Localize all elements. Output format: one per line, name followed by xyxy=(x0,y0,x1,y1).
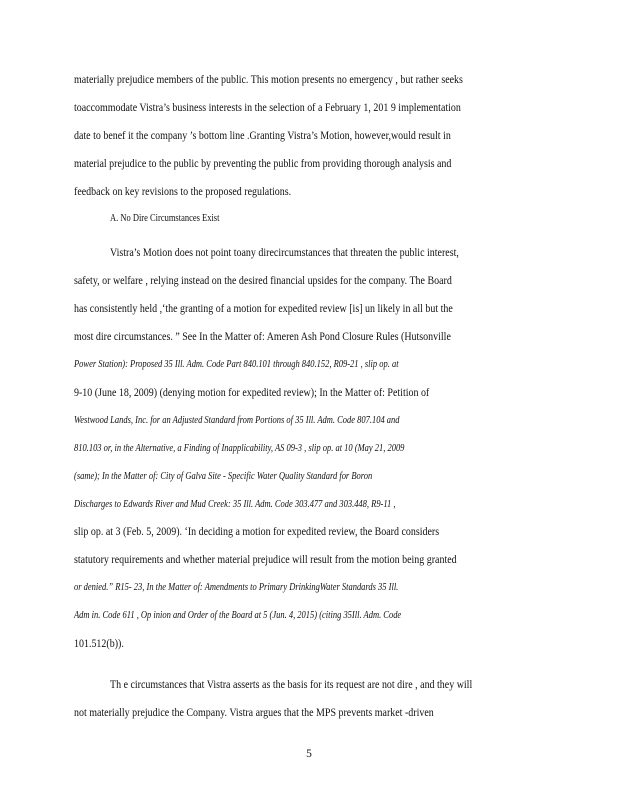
body-line: Th e circumstances that Vistra asserts as the basis for its request are not dire , and they will xyxy=(110,678,473,691)
body-line: not materially prejudice the Company. Vistra argues that the MPS prevents market -driven xyxy=(74,706,434,719)
body-line: has consistently held ,‘the granting of a motion for expedited review [is] un likely in all but the xyxy=(74,302,453,315)
body-line: safety, or welfare , relying instead on the desired financial upsides for the company. The Board xyxy=(74,274,452,287)
body-line: materially prejudice members of the public. This motion presents no emergency , but rather seeks xyxy=(74,73,463,86)
body-line: statutory requirements and whether material prejudice will result from the motion being granted xyxy=(74,553,457,566)
citation-line: Adm in. Code 611 , Op inion and Order of the Board at 5 (Jun. 4, 2015) (citing 35Ill. Adm. Code xyxy=(74,610,402,621)
page-number: 5 xyxy=(306,748,312,760)
body-line: toaccommodate Vistra’s business interests in the selection of a February 1, 201 9 implementation xyxy=(74,101,461,114)
citation-line: or denied.” R15- 23, In the Matter of: Amendments to Primary DrinkingWater Standards 35 Ill. xyxy=(74,582,399,593)
body-line: feedback on key revisions to the proposed regulations. xyxy=(74,185,292,198)
section-heading: A. No Dire Circumstances Exist xyxy=(110,213,220,224)
body-line: material prejudice to the public by preventing the public from providing thorough analysis and xyxy=(74,157,452,170)
body-line: most dire circumstances. ” See In the Matter of: Ameren Ash Pond Closure Rules (Hutsonville xyxy=(74,330,451,343)
body-line: 101.512(b)). xyxy=(74,637,124,650)
citation-line: Discharges to Edwards River and Mud Creek: 35 Ill. Adm. Code 303.477 and 303.448, R9-11 , xyxy=(74,499,396,510)
citation-line: 810.103 or, in the Alternative, a Finding of Inapplicability, AS 09-3 , slip op. at 10 (May 21, 2009 xyxy=(74,443,405,454)
citation-line: Westwood Lands, Inc. for an Adjusted Standard from Portions of 35 Ill. Adm. Code 807.104 and xyxy=(74,415,400,426)
body-line: date to benef it the company ’s bottom line .Granting Vistra’s Motion, however,would result in xyxy=(74,129,451,142)
body-line: slip op. at 3 (Feb. 5, 2009). ‘In deciding a motion for expedited review, the Board considers xyxy=(74,525,440,538)
citation-line: (same); In the Matter of: City of Galva Site - Specific Water Quality Standard for Boron xyxy=(74,471,373,482)
citation-line: Power Station): Proposed 35 Ill. Adm. Code Part 840.101 through 840.152, R09-21 , slip op. at xyxy=(74,359,399,370)
body-line: Vistra’s Motion does not point toany direcircumstances that threaten the public interest, xyxy=(110,246,459,259)
body-line: 9-10 (June 18, 2009) (denying motion for expedited review); In the Matter of: Petition of xyxy=(74,386,430,399)
